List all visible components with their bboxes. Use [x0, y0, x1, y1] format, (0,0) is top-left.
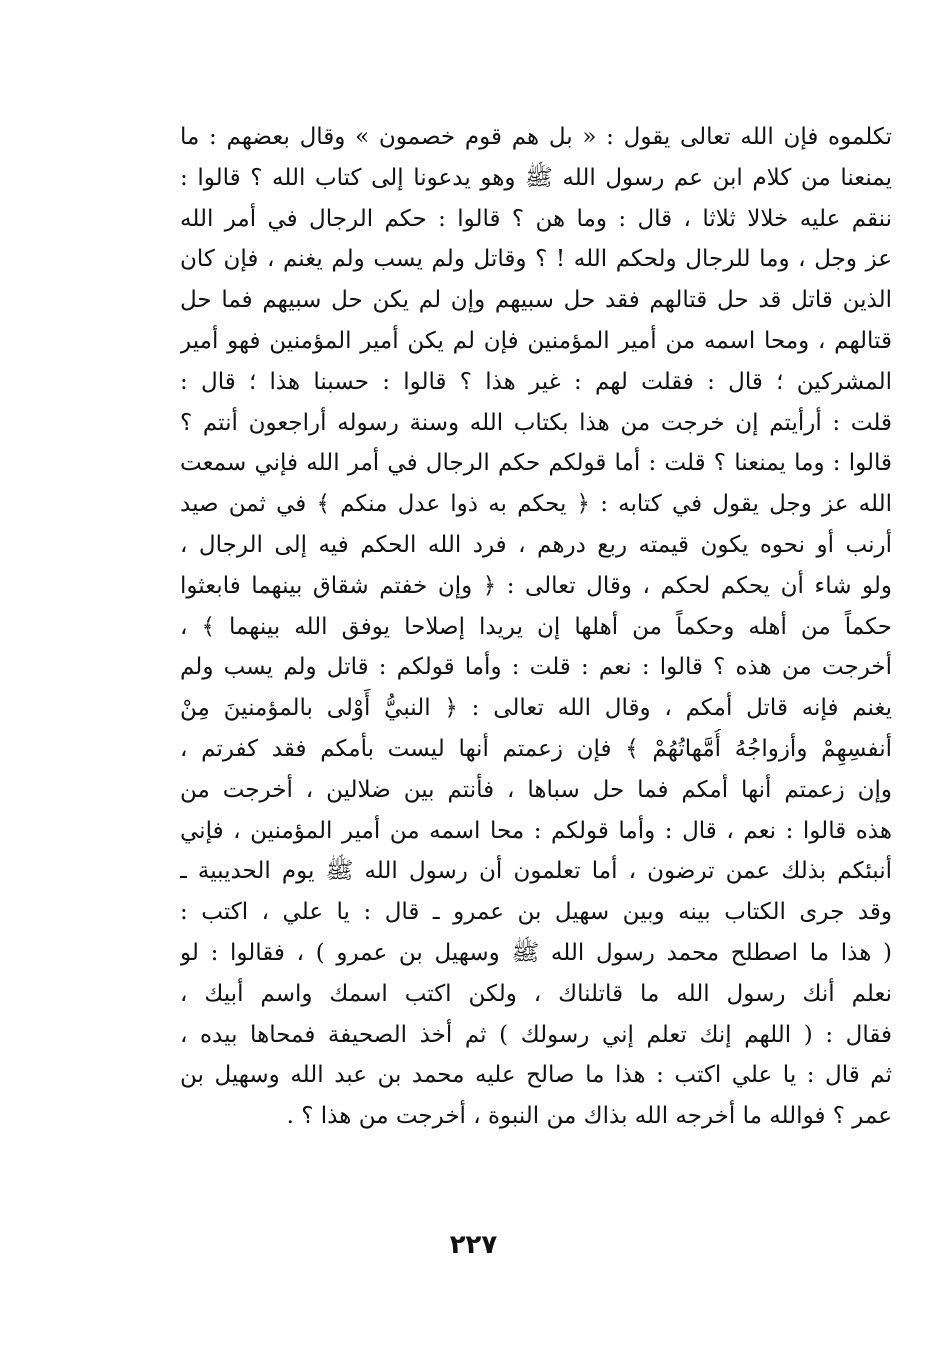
page-number: ٢٢٧	[449, 1230, 498, 1260]
text-line: الله عز وجل يقول في كتابه : ﴿ يحكم به ذوا عدل منكم ﴾ في ثمن صيد	[180, 491, 892, 518]
text-line: أرنب أو نحوه يكون قيمته ربع درهم ، فرد الله الحكم فيه إلى الرجال ،	[180, 531, 892, 558]
text-line: قلت : أرأيتم إن خرجت من هذا بكتاب الله وسنة رسوله أراجعون أنتم ؟	[180, 409, 892, 436]
text-line: عز وجل ، وما للرجال ولحكم الله ! ؟ وقاتل ولم يسب ولم يغنم ، فإن كان	[180, 246, 892, 273]
text-line: أخرجت من هذه ؟ قالوا : نعم : قلت : وأما قولكم : قاتل ولم يسب ولم	[180, 654, 892, 681]
text-line: قتالهم ، ومحا اسمه من أمير المؤمنين فإن لم يكن أمير المؤمنين فهو أمير	[180, 327, 892, 354]
text-line: ننقم عليه خلالا ثلاثا ، قال : وما هن ؟ قالوا : حكم الرجال في أمر الله	[180, 205, 892, 232]
text-line: أنفسِهِمْ وأزواجُهُ أُمَّهاتُهُمْ ﴾ فإن زعمتم أنها ليست بأمكم فقد كفرتم ،	[180, 735, 892, 762]
text-line: وإن زعمتم أنها أمكم فما حل سباها ، فأنتم بين ضلالين ، أخرجت من	[180, 776, 892, 803]
text-line: نعلم أنك رسول الله ما قاتلناك ، ولكن اكتب اسمك واسم أبيك ،	[180, 980, 892, 1007]
text-line: يمنعنا من كلام ابن عم رسول الله ﷺ وهو يدعونا إلى كتاب الله ؟ قالوا :	[180, 164, 892, 191]
text-line: عمر ؟ فوالله ما أخرجه الله بذاك من النبوة ، أخرجت من هذا ؟ .	[286, 1103, 892, 1130]
text-line: ثم قال : يا علي اكتب : هذا ما صالح عليه محمد بن عبد الله وسهيل بن	[180, 1062, 892, 1089]
text-line: وقد جرى الكتاب بينه وبين سهيل بن عمرو ـ قال : يا علي ، اكتب :	[180, 899, 892, 926]
text-line: فقال : ( اللهم إنك تعلم إني رسولك ) ثم أخذ الصحيفة فمحاها بيده ،	[180, 1021, 892, 1048]
text-line: يغنم فإنه قاتل أمكم ، وقال الله تعالى : ﴿ النبيُّ أَوْلى بالمؤمنينَ مِنْ	[180, 695, 892, 722]
text-line: أنبئكم بذلك عمن ترضون ، أما تعلمون أن رسول الله ﷺ يوم الحديبية ـ	[180, 858, 892, 885]
text-line: المشركين ؛ قال : فقلت لهم : غير هذا ؟ قالوا : حسبنا هذا ؛ قال :	[180, 368, 892, 395]
text-line: ولو شاء أن يحكم لحكم ، وقال تعالى : ﴿ وإن خفتم شقاق بينهما فابعثوا	[180, 572, 892, 599]
text-line: قالوا : وما يمنعنا ؟ قلت : أما قولكم حكم الرجال في أمر الله فإني سمعت	[180, 450, 892, 477]
text-line: تكلموه فإن الله تعالى يقول : « بل هم قوم خصمون » وقال بعضهم : ما	[180, 124, 892, 150]
text-line: حكماً من أهله وحكماً من أهلها إن يريدا إصلاحا يوفق الله بينهما ﴾ ،	[180, 613, 892, 640]
text-line: هذه قالوا : نعم ، قال : وأما قولكم : محا اسمه من أمير المؤمنين ، فإني	[180, 817, 892, 844]
text-line: ( هذا ما اصطلح محمد رسول الله ﷺ وسهيل بن عمرو ) ، فقالوا : لو	[180, 939, 892, 966]
body-text	[180, 117, 892, 1137]
text-line: الذين قاتل قد حل قتالهم فقد حل سبيهم وإن لم يكن حل سبيهم فما حل	[180, 287, 892, 314]
